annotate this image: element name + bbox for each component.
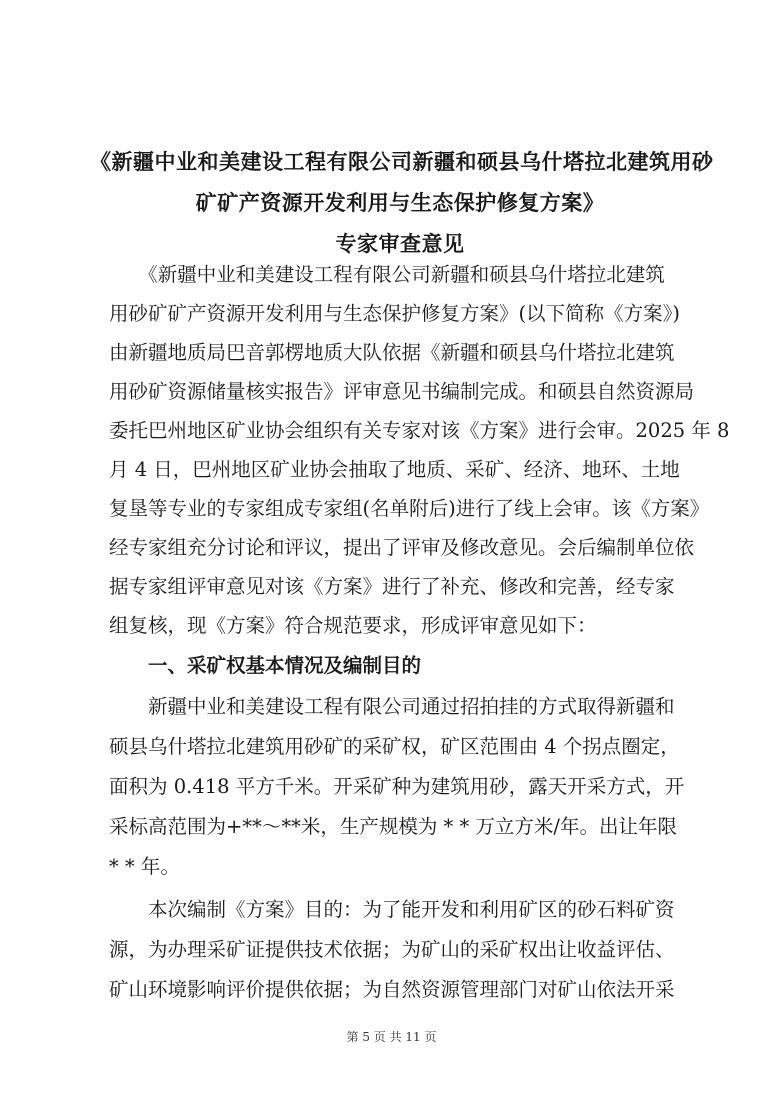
intro-line: 经专家组充分讨论和评议，提出了评审及修改意见。会后编制单位依 (109, 536, 695, 559)
intro-line: 用砂矿资源储量核实报告》评审意见书编制完成。和硕县自然资源局 (109, 380, 695, 403)
purpose-line: 矿山环境影响评价提供依据；为自然资源管理部门对矿山依法开采 (109, 978, 675, 1001)
section-1-line: * * 年。 (109, 855, 180, 878)
intro-line: 复垦等专业的专家组成专家组(名单附后)进行了线上会审。该《方案》 (109, 497, 710, 520)
intro-line: 月 4 日，巴州地区矿业协会抽取了地质、采矿、经济、地环、土地 (109, 458, 680, 481)
intro-line: 由新疆地质局巴音郭楞地质大队依据《新疆和硕县乌什塔拉北建筑 (109, 341, 675, 364)
purpose-line: 源，为办理采矿证提供技术依据；为矿山的采矿权出让收益评估、 (109, 938, 675, 961)
document-title-line-1: 《新疆中业和美建设工程有限公司新疆和硕县乌什塔拉北建筑用砂 (90, 149, 714, 174)
intro-line: 《新疆中业和美建设工程有限公司新疆和硕县乌什塔拉北建筑 (109, 263, 665, 286)
purpose-line: 本次编制《方案》目的：为了能开发和利用矿区的砂石料矿资 (109, 898, 675, 921)
section-1-line: 硕县乌什塔拉北建筑用砂矿的采矿权，矿区范围由 4 个拐点圈定， (109, 735, 680, 758)
document-subtitle: 专家审查意见 (335, 231, 465, 256)
intro-line: 组复核，现《方案》符合规范要求，形成评审意见如下： (109, 614, 597, 637)
section-1-line: 面积为 0.418 平方千米。开采矿种为建筑用砂，露天开采方式，开 (109, 775, 685, 798)
intro-line: 委托巴州地区矿业协会组织有关专家对该《方案》进行会审。2025 年 8 (109, 419, 730, 442)
page-number-footer: 第 5 页 共 11 页 (346, 1030, 437, 1044)
document-title-line-2: 矿矿产资源开发利用与生态保护修复方案》 (195, 190, 605, 215)
intro-line: 用砂矿矿产资源开发利用与生态保护修复方案》(以下简称《方案》) (109, 302, 680, 325)
intro-line: 据专家组评审意见对该《方案》进行了补充、修改和完善，经专家 (109, 575, 675, 598)
section-1-heading: 一、采矿权基本情况及编制目的 (109, 654, 422, 677)
section-1-line: 新疆中业和美建设工程有限公司通过招拍挂的方式取得新疆和 (109, 695, 675, 718)
section-1-line: 采标高范围为+**～**米，生产规模为 * * 万立方米/年。出让年限 (109, 815, 678, 838)
